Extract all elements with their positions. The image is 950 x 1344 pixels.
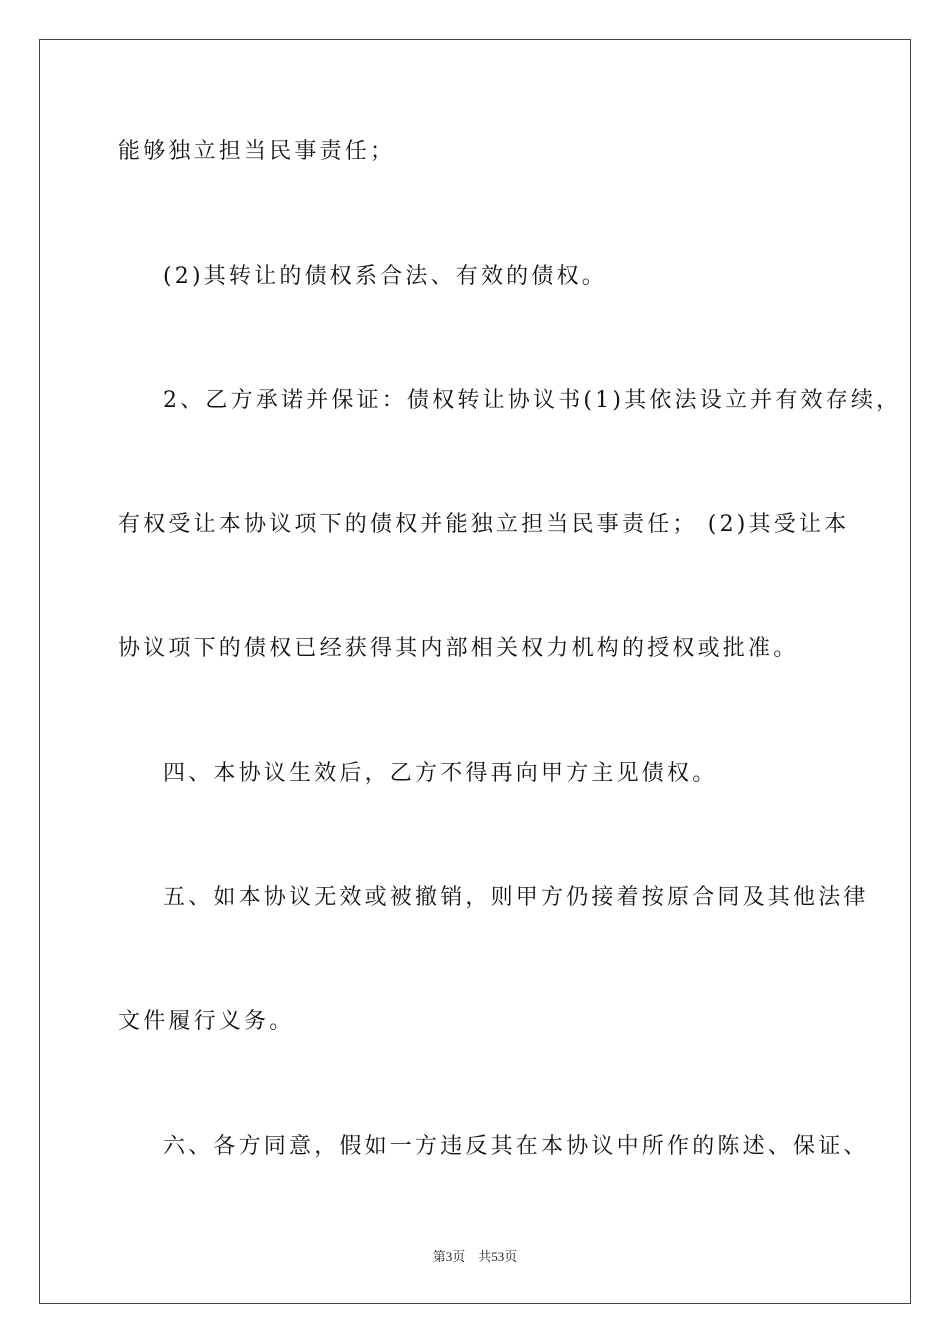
text-line: 四、本协议生效后，乙方不得再向甲方主见债权。: [163, 761, 718, 786]
text-line: 2、乙方承诺并保证：债权转让协议书(1)其依法设立并有效存续，: [163, 388, 902, 413]
text-line: 有权受让本协议项下的债权并能独立担当民事责任； (2)其受让本: [118, 512, 850, 537]
page-total: 共53页: [478, 1249, 518, 1264]
text-line: 能够独立担当民事责任；: [118, 139, 396, 164]
text-line: 文件履行义务。: [118, 1009, 295, 1034]
page-border: [39, 39, 911, 1304]
text-line: 六、各方同意，假如一方违反其在本协议中所作的陈述、保证、: [163, 1134, 869, 1159]
text-line: 五、如本协议无效或被撤销，则甲方仍接着按原合同及其他法律: [163, 885, 869, 910]
text-line: (2)其转让的债权系合法、有效的债权。: [163, 264, 607, 289]
page-number: 第3页: [432, 1249, 466, 1264]
text-line: 协议项下的债权已经获得其内部相关权力机构的授权或批准。: [118, 636, 799, 661]
page-footer: [0, 1246, 950, 1265]
